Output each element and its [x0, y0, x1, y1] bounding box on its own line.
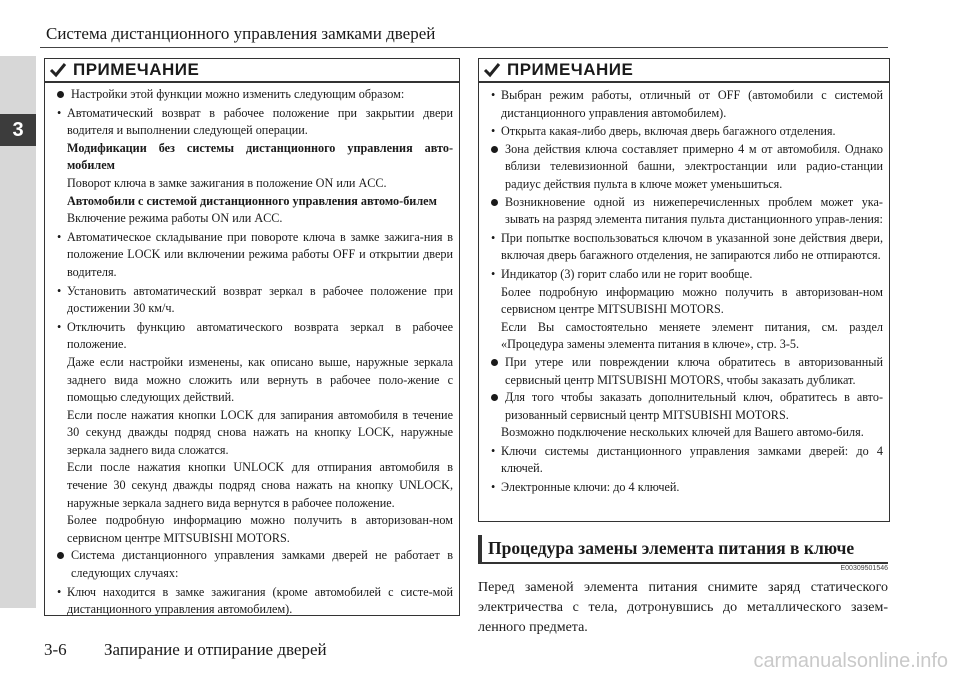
note-subitem: • Автоматический возврат в рабочее положение при закрытии двери водителя и выполнении следующей операции. — [53, 105, 453, 140]
note-subitem: • Открыта какая-либо дверь, включая дверь багажного отделения. — [487, 123, 883, 141]
note-box-right — [478, 58, 890, 522]
note-paragraph: Более подробную информацию можно получить в авторизован-ном сервисном центре MITSUBISHI MOTORS. — [67, 513, 453, 545]
note-paragraph: Поворот ключа в замке зажигания в положение ON или ACC. — [67, 175, 387, 190]
checkmark-icon — [483, 62, 501, 78]
note-bullet: Зона действия ключа составляет примерно 4 м от автомобиля. Однако вблизи телевизионной башни, электростанции или радио-станции радиус действия пульта в ключе может уменьшиться. — [487, 141, 883, 194]
note-subitem: • При попытке воспользоваться ключом в указанной зоне действия двери, включая дверь багажного отделения, не запираются либо не отпираются. — [487, 230, 883, 265]
note-heading-left — [45, 59, 459, 83]
note-paragraph: Если Вы самостоятельно меняете элемент питания, см. раздел «Процедура замены элемента питания в ключе», стр. 3-5. — [501, 319, 883, 352]
note-subitem: • Отключить функцию автоматического возврата зеркал в рабочее положение. — [53, 319, 453, 354]
section-header — [478, 535, 888, 572]
checkmark-icon — [49, 62, 67, 78]
section-code: E00309501546 — [840, 565, 888, 572]
page-header-title: Система дистанционного управления замками дверей — [46, 24, 436, 43]
note-subitem: • Ключ находится в замке зажигания (кроме автомобилей с систе-мой дистанционного управления автомобилем). — [53, 584, 453, 619]
note-subitem: • Выбран режим работы, отличный от OFF (автомобили с системой дистанционного управления автомобилем). — [487, 87, 883, 122]
note-box-left — [44, 58, 460, 616]
note-paragraph: Включение режима работы ON или ACC. — [67, 211, 283, 226]
note-bullet: Система дистанционного управления замками дверей не работает в следующих случаях: — [53, 547, 453, 582]
watermark: carmanualsonline.info — [753, 650, 948, 672]
note-paragraph: Если после нажатия кнопки UNLOCK для отпирания автомобиля в течение 30 секунд дважды подряд снова нажать на кнопку UNLOCK, наружные зеркала заднего вида вернутся в рабочее положение. — [67, 460, 453, 510]
section-title: Процедура замены элемента питания в ключе — [478, 535, 888, 564]
note-bullet: Для того чтобы заказать дополнительный ключ, обратитесь в авто-ризованный сервисный центр MITSUBISHI MOTORS. — [487, 389, 883, 424]
note-subheading: Модификации без системы дистанционного управления авто-мобилем — [67, 140, 453, 173]
note-subitem: • Индикатор (3) горит слабо или не горит вообще. — [487, 266, 883, 284]
header-divider — [40, 47, 888, 48]
note-subitem: • Автоматическое складывание при повороте ключа в замке зажига-ния в положение LOCK или включении режима работы OFF и открытии двери водителя. — [53, 229, 453, 282]
note-heading-right — [479, 59, 889, 83]
note-paragraph: Если после нажатия кнопки LOCK для запирания автомобиля в течение 30 секунд дважды подряд снова нажать на кнопку LOCK, наружные зеркала заднего вида сложатся. — [67, 407, 453, 457]
note-subitem: • Ключи системы дистанционного управления замками дверей: до 4 ключей. — [487, 443, 883, 478]
note-bullet: При утере или повреждении ключа обратитесь в авторизованный сервисный центр MITSUBISHI MOTORS, чтобы заказать дубликат. — [487, 354, 883, 389]
note-bullet: Возникновение одной из нижеперечисленных проблем может ука-зывать на разряд элемента питания пульта дистанционного управ-ления: — [487, 194, 883, 229]
section-paragraph: Перед заменой элемента питания снимите заряд статического электричества с тела, дотронувшись до металлического зазем-ленного предмета. — [478, 580, 888, 635]
chapter-tab — [0, 114, 36, 146]
note-subheading: Автомобили с системой дистанционного управления автомо-билем — [67, 193, 437, 208]
note-paragraph: Возможно подключение нескольких ключей для Вашего автомо-биля. — [501, 425, 864, 440]
note-subitem: • Установить автоматический возврат зеркал в рабочее положение при достижении 30 км/ч. — [53, 283, 453, 318]
note-paragraph: Даже если настройки изменены, как описано выше, наружные зеркала заднего вида можно сложить или вернуть в рабочее поло-жение с помощью следующих действий. — [67, 354, 453, 405]
note-heading-text: ПРИМЕЧАНИЕ — [507, 60, 634, 79]
page-number: 3-6 — [44, 640, 67, 659]
note-subitem: • Электронные ключи: до 4 ключей. — [487, 479, 883, 497]
note-paragraph: Более подробную информацию можно получить в авторизован-ном сервисном центре MITSUBISHI MOTORS. — [501, 284, 883, 317]
note-bullet: Настройки этой функции можно изменить следующим образом: — [53, 86, 453, 104]
chapter-number: 3 — [12, 118, 24, 141]
note-heading-text: ПРИМЕЧАНИЕ — [73, 60, 200, 79]
footer-chapter-title: Запирание и отпирание дверей — [104, 640, 327, 659]
